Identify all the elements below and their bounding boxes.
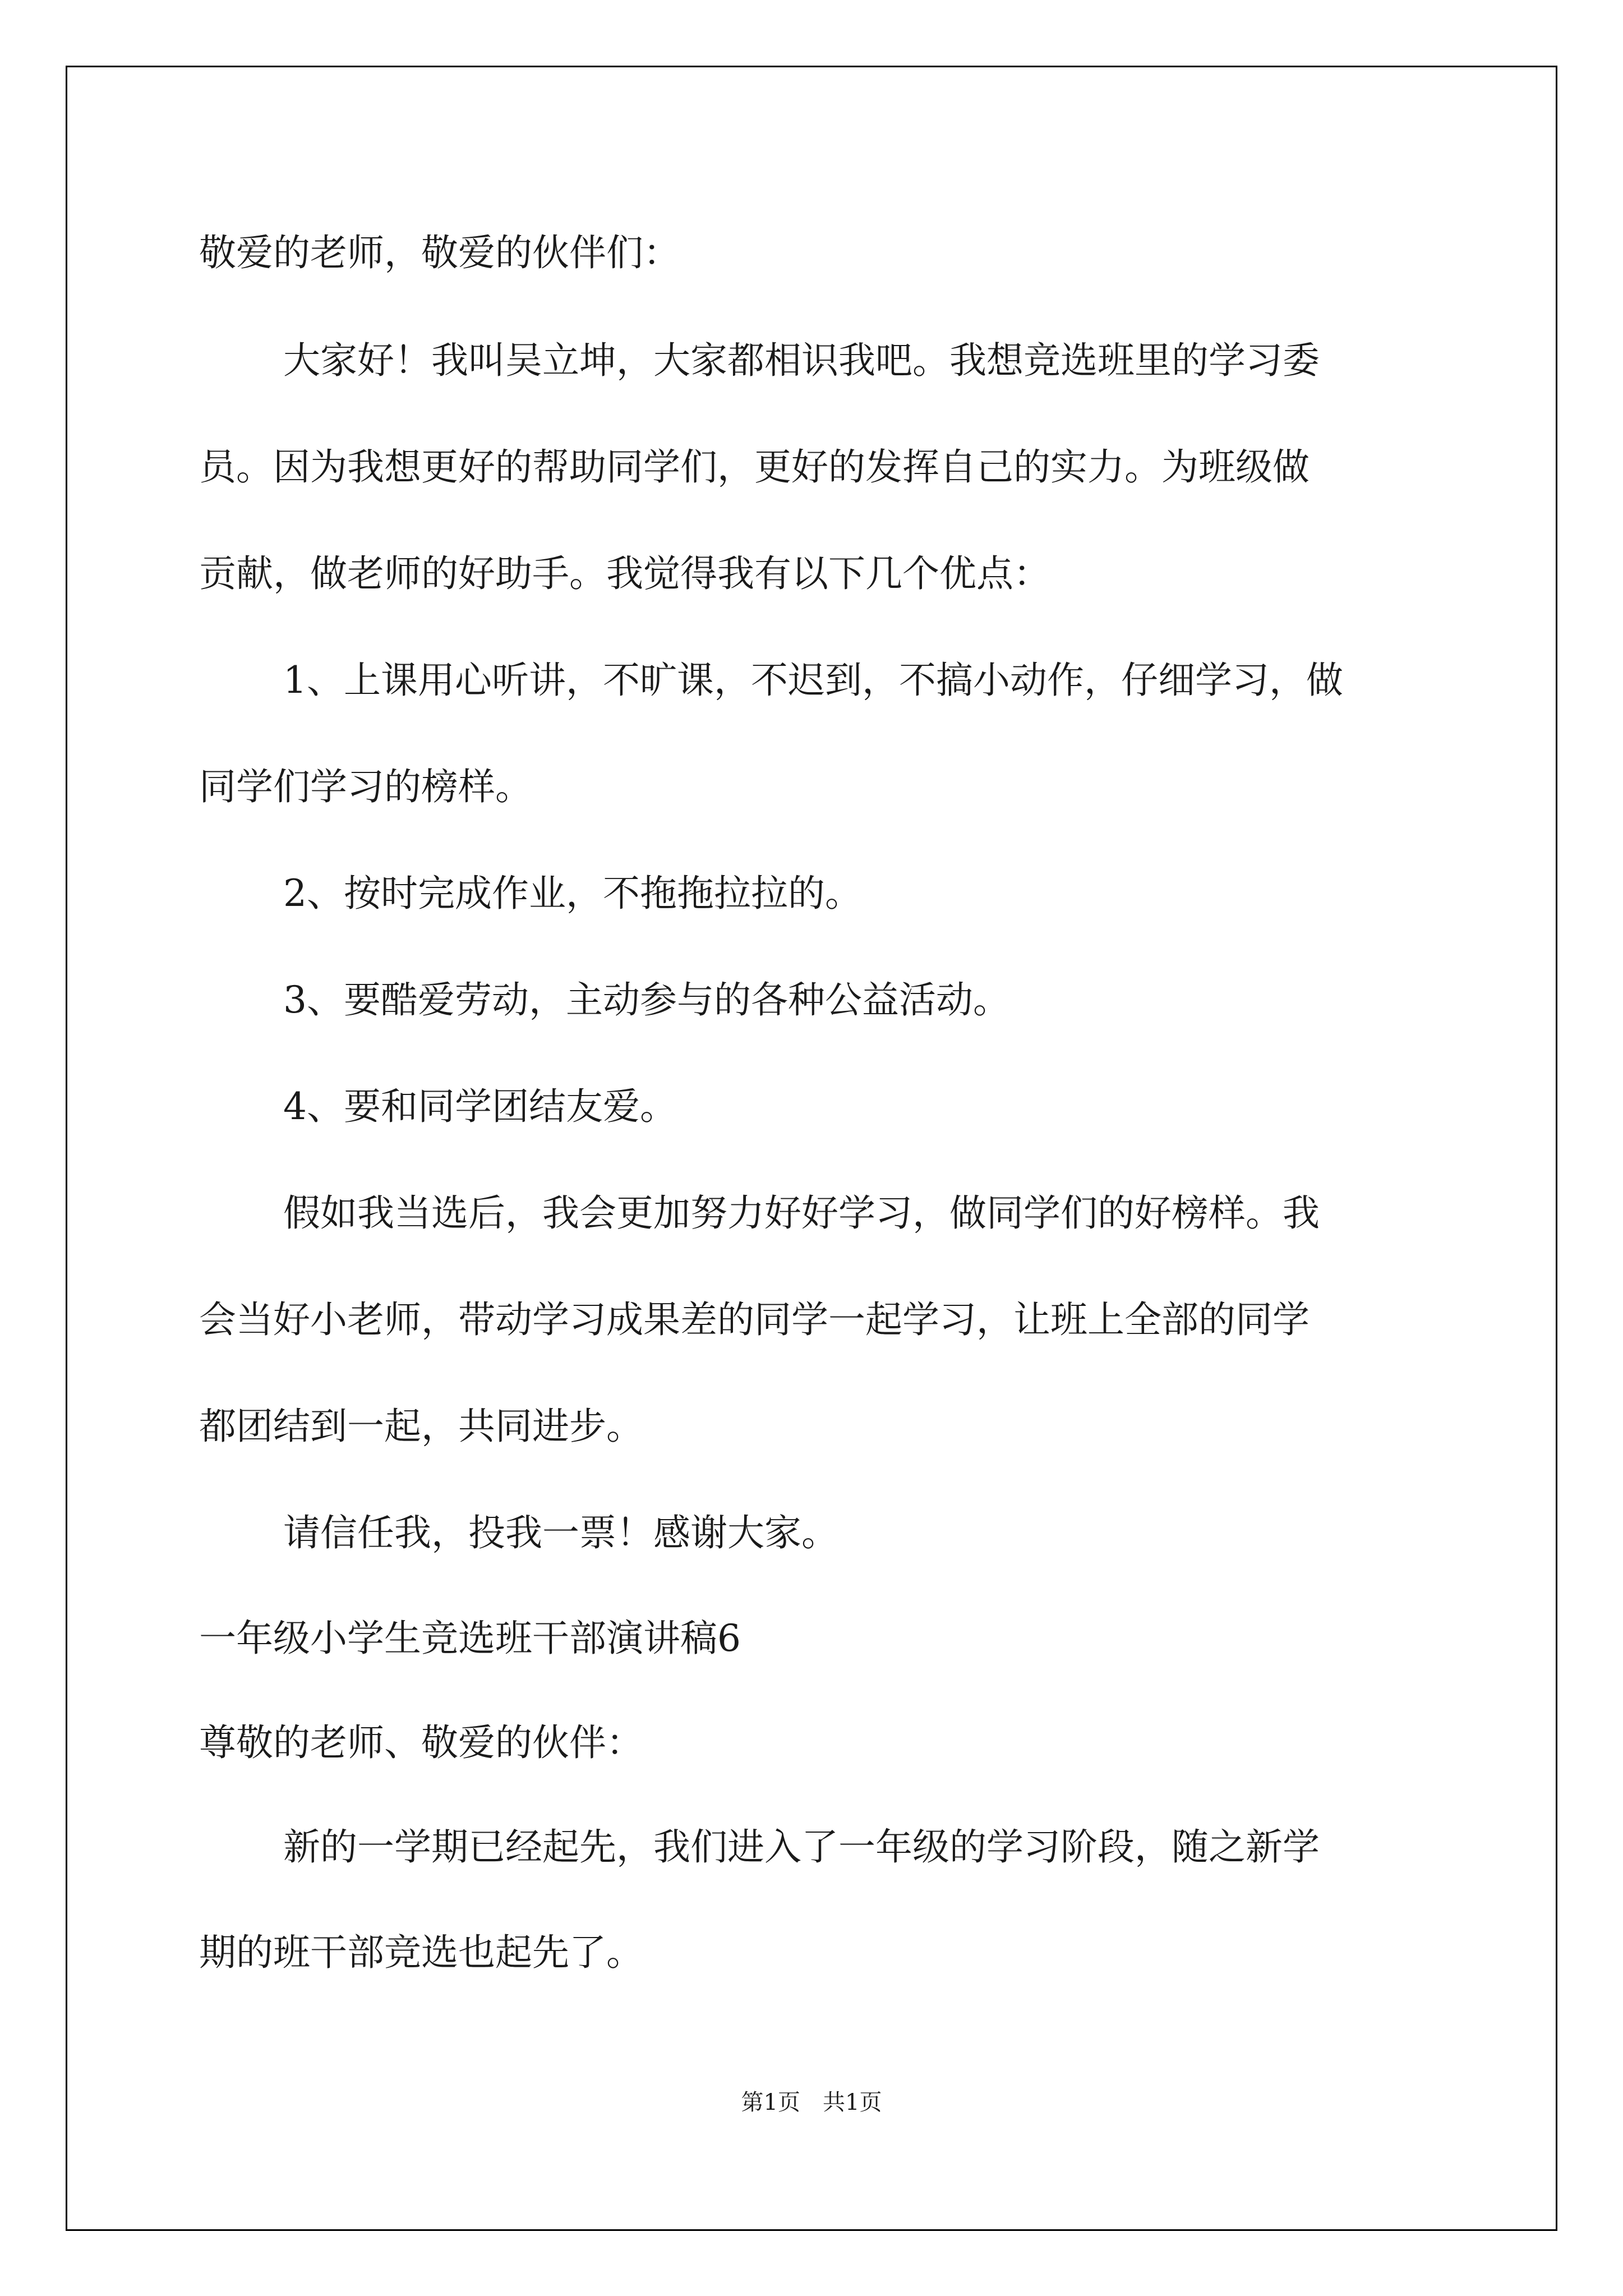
list-item-line: 3、要酷爱劳动，主动参与的各种公益活动。 [283,978,1010,1022]
paragraph-line: 会当好小老师，带动学习成果差的同学一起学习，让班上全部的同学 [199,1298,1310,1341]
paragraph-line: 大家好！我叫吴立坤，大家都相识我吧。我想竞选班里的学习委 [283,339,1320,382]
paragraph-line: 员。因为我想更好的帮助同学们，更好的发挥自己的实力。为班级做 [199,445,1310,489]
paragraph-line: 都团结到一起，共同进步。 [199,1405,643,1448]
paragraph-line: 贡献，做老师的好助手。我觉得我有以下几个优点： [199,552,1050,595]
list-item-line: 1、上课用心听讲，不旷课，不迟到，不搞小动作，仔细学习，做 [283,659,1343,702]
paragraph-line: 期的班干部竞选也起先了。 [199,1931,643,1974]
page-number-footer: 第1页 共1页 [741,2090,882,2115]
paragraph-line: 新的一学期已经起先，我们进入了一年级的学习阶段，随之新学 [283,1825,1320,1869]
greeting-line: 敬爱的老师，敬爱的伙伴们： [199,231,680,274]
section-title: 一年级小学生竞选班干部演讲稿6 [199,1617,741,1660]
closing-line: 请信任我，投我一票！感谢大家。 [283,1511,838,1554]
paragraph-line: 假如我当选后，我会更加努力好好学习，做同学们的好榜样。我 [283,1191,1320,1235]
greeting-line: 尊敬的老师、敬爱的伙伴： [199,1721,643,1764]
list-item-line: 4、要和同学团结友爱。 [283,1085,677,1128]
list-item-line: 同学们学习的榜样。 [199,765,532,808]
list-item-line: 2、按时完成作业，不拖拖拉拉的。 [283,872,862,915]
page-border [66,66,1557,2231]
